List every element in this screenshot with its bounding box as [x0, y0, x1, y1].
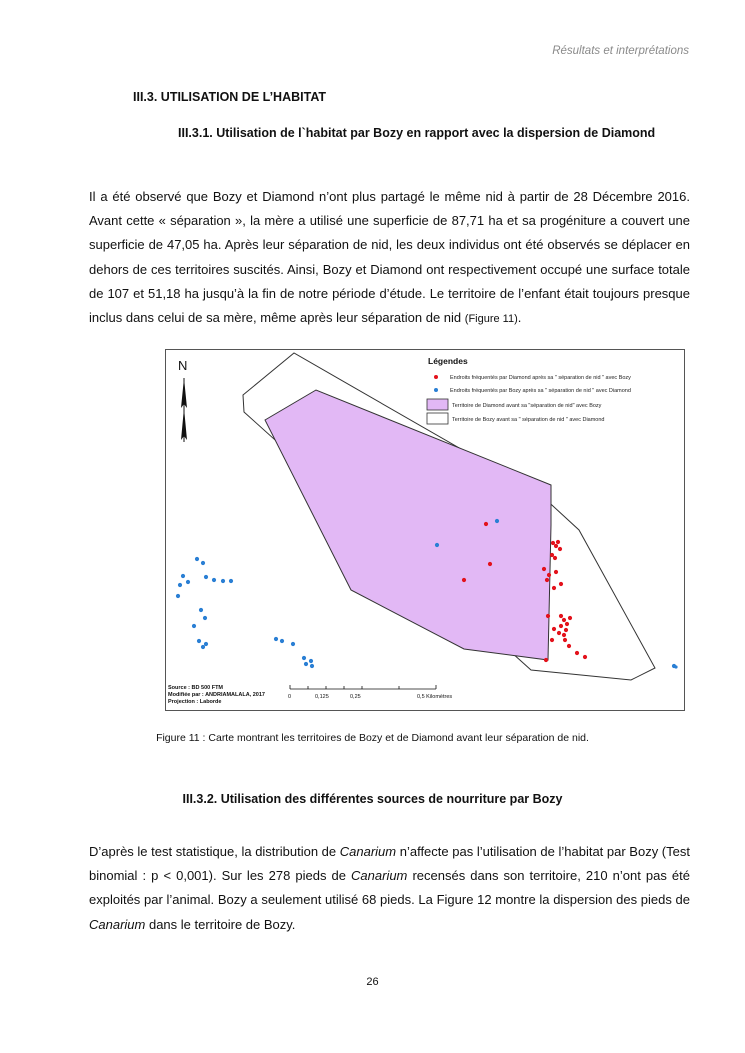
paragraph-1: [89, 185, 690, 331]
map-source-line-2: Modifiée par : ANDRIAMALALA, 2017: [168, 692, 265, 698]
legend-diamond-swatch: [427, 399, 448, 410]
north-arrow-icon: [181, 378, 187, 442]
scale-label-025: 0,25: [350, 694, 361, 700]
running-header: Résultats et interprétations: [552, 45, 689, 57]
legend-item-bozy-points: Endroits fréquentés par Bozy après sa " séparation de nid " avec Diamond: [450, 388, 631, 394]
legend-item-diamond-territory: Territoire de Diamond avant sa "séparation de nid" avec Bozy: [452, 403, 602, 409]
legend-item-diamond-points: Endroits fréquentés par Diamond après sa " séparation de nid " avec Bozy: [450, 375, 631, 381]
paragraph-2-text-3: recensés dans son territoire, 210 n’ont pas été exploités par l’animal. Bozy a seulement utilisé 68 pieds. La Figure 12 montre la dispersion des pieds de: [89, 868, 690, 908]
paragraph-2-text-4: dans le territoire de Bozy.: [145, 916, 296, 932]
diamond-territory: [265, 390, 551, 660]
legend-bozy-dot: [434, 388, 438, 392]
legend-diamond-dot: [434, 375, 438, 379]
canarium-term-1: Canarium: [339, 844, 397, 859]
map-source-line-3: Projection : Laborde: [168, 699, 222, 705]
paragraph-2-text-2: n’affecte pas l’utilisation de l’habitat par Bozy (Test binomial : p < 0,001). Sur les 278 pieds de: [89, 844, 690, 884]
scale-label-05: 0,5 Kilomètres: [417, 694, 453, 700]
section-heading: III.3. UTILISATION DE L’HABITAT: [133, 90, 327, 104]
map-source-line-1: Source : BD 500 FTM: [168, 685, 224, 691]
figure-caption: Figure 11 : Carte montrant les territoires de Bozy et de Diamond avant leur séparation de nid.: [156, 732, 589, 744]
north-label: N: [178, 358, 188, 373]
legend-bozy-swatch: [427, 413, 448, 424]
page-number: 26: [366, 976, 379, 988]
paragraph-2-text-1: D’après le test statistique, la distribution de: [89, 844, 340, 859]
subsection-heading-1: III.3.1. Utilisation de l`habitat par Bozy en rapport avec la dispersion de Diamond: [178, 126, 656, 140]
figure-11-map: [165, 349, 685, 711]
canarium-term-2: Canarium: [351, 868, 408, 884]
scale-label-0125: 0,125: [315, 694, 329, 700]
scale-label-0: 0: [288, 694, 292, 700]
paragraph-1-text: Il a été observé que Bozy et Diamond n’ont plus partagé le même nid à partir de 28 Décembre 2016. Avant cette « séparation », la mère a utilisé une superficie de 87,71 ha et sa progéniture a couvert une superficie de 47,05 ha. Après leur séparation de nid, les deux individus ont été observés se déplacer en dehors de ces territoires suscités. Ainsi, Bozy et Diamond ont respectivement occupé une surface totale de 107 et 51,18 ha jusqu’à la fin de notre période d’étude. Le territoire de l’enfant était toujours presque inclus dans celui de sa mère, même après leur séparation de nid: [89, 189, 690, 326]
legend-item-bozy-territory: Territoire de Bozy avant sa " séparation de nid " avec Diamond: [452, 417, 605, 423]
map-svg: [166, 350, 684, 710]
scale-bar: [290, 685, 436, 689]
figure-reference: (Figure 11): [464, 313, 518, 326]
canarium-term-3: Canarium: [89, 916, 146, 932]
legend-title: Légendes: [428, 356, 468, 366]
paragraph-2: [89, 840, 690, 937]
paragraph-1-end: .: [517, 310, 522, 326]
subsection-heading-2: III.3.2. Utilisation des différentes sources de nourriture par Bozy: [182, 792, 563, 806]
